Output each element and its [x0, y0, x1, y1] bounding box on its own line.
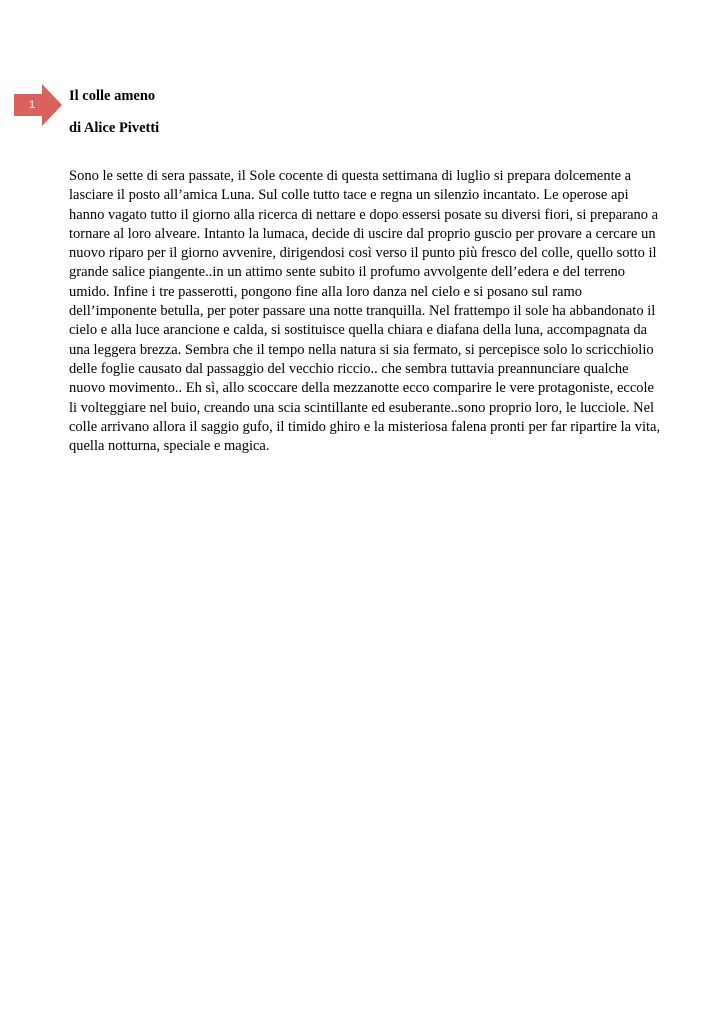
page-number: 1: [28, 99, 36, 111]
page-number-marker: [14, 84, 62, 126]
document-title: Il colle ameno: [69, 88, 156, 104]
document-author: di Alice Pivetti: [69, 120, 160, 136]
document-body-paragraph: Sono le sette di sera passate, il Sole cocente di questa settimana di luglio si prepara dolcemente a lasciare il posto all’amica Luna. Sul colle tutto tace e regna un silenzio incantato. Le operose api hanno vagato tutto il giorno alla ricerca di nettare e dopo essersi posate su diversi fiori, si preparano a tornare al loro alveare. Intanto la lumaca, decide di uscire dal proprio guscio per provare a cercare un nuovo riparo per il giorno avvenire, dirigendosi così verso il punto più fresco del colle, quello sotto il grande salice piangente..in un attimo sente subito il profumo avvolgente dell’edera e del terreno umido. Infine i tre passerotti, pongono fine alla loro danza nel cielo e si posano sul ramo dell’imponente betulla, per poter passare una notte tranquilla. Nel frattempo il sole ha abbandonato il cielo e alla luce arancione e calda, si sostituisce quella chiara e diafana della luna, accompagnata da una leggera brezza. Sembra che il tempo nella natura si sia fermato, si percepisce solo lo scricchiolio delle foglie causato dal passaggio del vecchio riccio.. che sembra tuttavia preannunciare qualche nuovo movimento.. Eh sì, allo scoccare della mezzanotte ecco comparire le vere protagoniste, eccole li volteggiare nel buio, creando una scia scintillante ed esuberante..sono proprio loro, le lucciole. Nel colle arrivano allora il saggio gufo, il timido ghiro e la misteriosa falena pronti per far ripartire la vita, quella notturna, speciale e magica.: [69, 168, 661, 455]
